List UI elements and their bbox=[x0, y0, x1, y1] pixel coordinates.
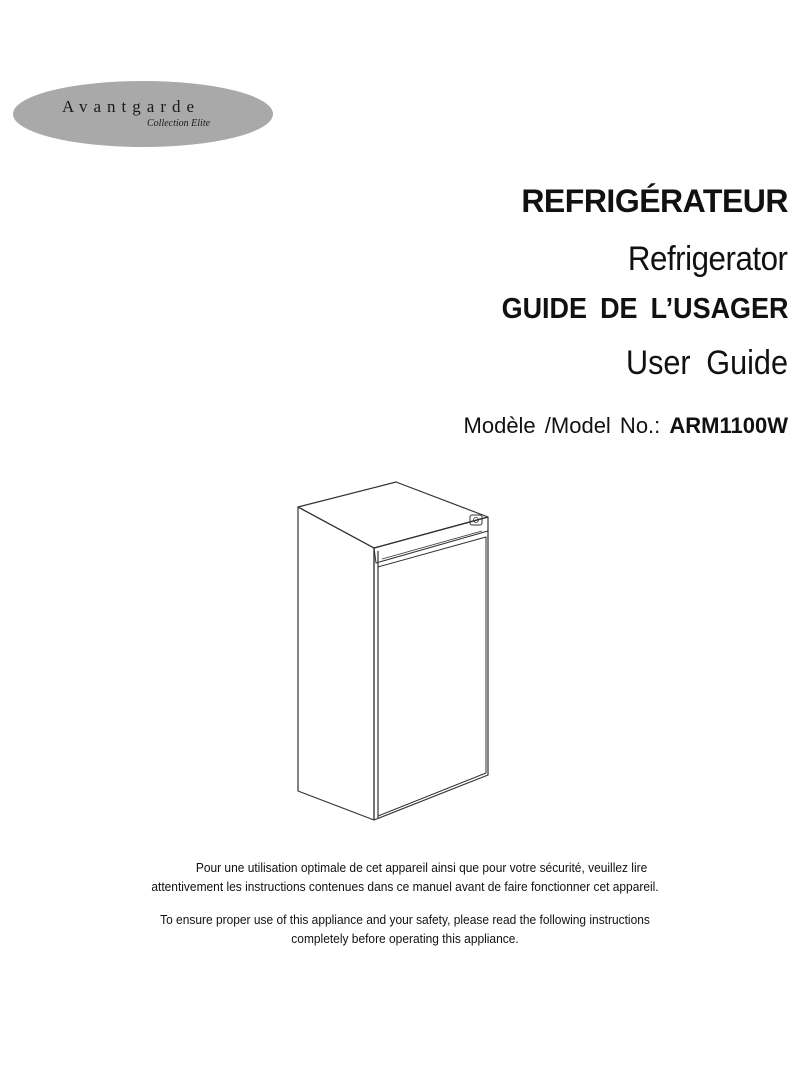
english-instructions-line-2: completely before operating this appliance. bbox=[291, 931, 519, 946]
model-number: ARM1100W bbox=[669, 413, 788, 438]
model-label: Modèle /Model No.: bbox=[463, 413, 661, 438]
english-instructions-line-1: To ensure proper use of this appliance and your safety, please read the following instructions bbox=[160, 912, 650, 927]
french-instructions bbox=[88, 858, 723, 896]
model-number-line bbox=[464, 413, 788, 439]
logo-brand-name: Avantgarde bbox=[62, 97, 201, 116]
french-instructions-line-2: attentivement les instructions contenues dans ce manuel avant de faire fonctionner cet appareil. bbox=[151, 879, 659, 894]
logo-subtitle: Collection Elite bbox=[147, 118, 211, 129]
refrigerator-illustration bbox=[290, 475, 510, 850]
french-instructions-line-1: Pour une utilisation optimale de cet appareil ainsi que pour votre sécurité, veuillez lire bbox=[195, 860, 648, 875]
english-instructions bbox=[88, 910, 723, 948]
title-french-guide: GUIDE DE L’USAGER bbox=[501, 293, 788, 325]
title-english-product: Refrigerator bbox=[628, 240, 788, 278]
title-english-guide: User Guide bbox=[626, 344, 788, 382]
title-block bbox=[188, 0, 788, 450]
title-french-product: REFRIGÉRATEUR bbox=[521, 183, 788, 219]
